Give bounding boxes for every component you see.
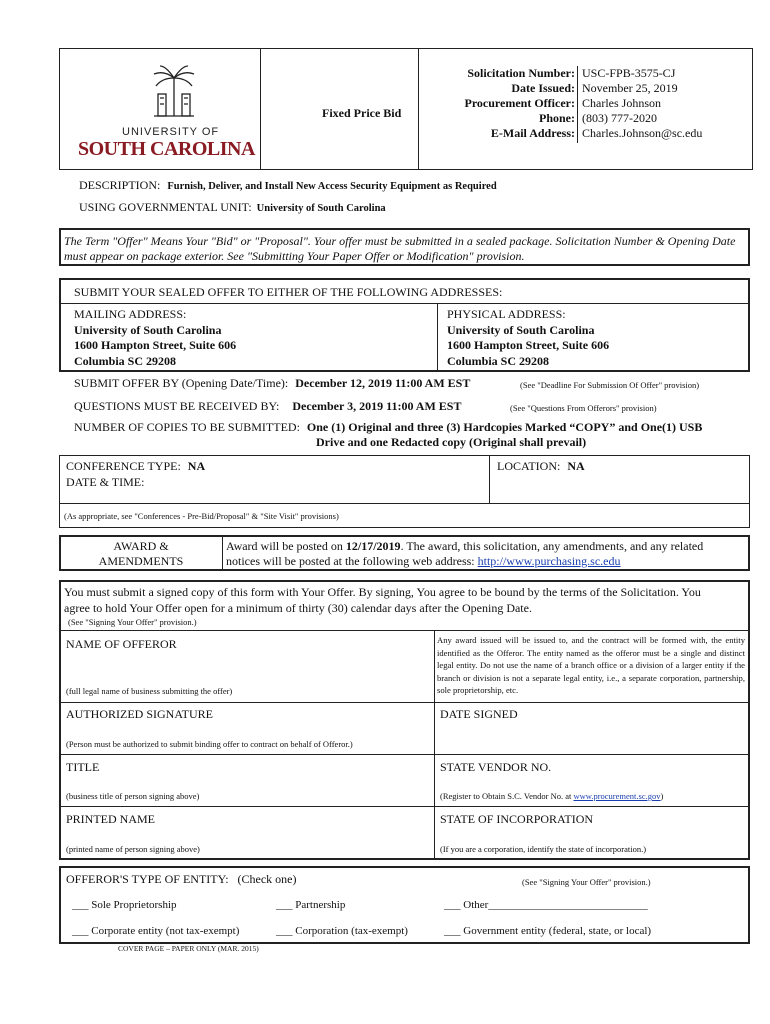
copies-value-line2: Drive and one Redacted copy (Original shall prevail) — [316, 435, 587, 449]
state-vendor-label: STATE VENDOR NO. — [440, 760, 552, 774]
conference-datetime-label: DATE & TIME: — [66, 475, 145, 489]
entity-explanation: Any award issued will be issued to, and the contract will be formed with, the entity identified as the Offeror. The entity named as the offeror must be a single and distinct legal entity. Do not use the name of a branch office or a division of a larger entity if the branch or division is not a separate legal entity, i.e., a separate corporation, partnership, sole proprietorship, etc. — [437, 635, 745, 695]
signing-line2: agree to hold Your Offer open for a minimum of thirty (30) calendar days after the Opening Date. — [64, 600, 532, 615]
submit-by-value: December 12, 2019 11:00 AM EST — [295, 376, 471, 390]
authorized-signature-field[interactable] — [62, 722, 430, 736]
submit-by-row — [74, 376, 470, 391]
palmetto-seal-icon — [144, 64, 204, 120]
mailing-address-line1: University of South Carolina — [74, 322, 222, 337]
physical-address — [447, 307, 609, 369]
email-label: E-Mail Address: — [490, 126, 575, 140]
mailing-address — [74, 307, 236, 369]
title-note: (business title of person signing above) — [66, 791, 200, 801]
copies-value-line1: One (1) Original and three (3) Hardcopies Marked “COPY” and One(1) USB — [306, 420, 703, 434]
copies-label: NUMBER OF COPIES TO BE SUBMITTED: — [74, 420, 300, 434]
offeror-name-note: (full legal name of business submitting the offer) — [66, 686, 233, 696]
conference-type-value: NA — [187, 459, 206, 473]
award-label-line1: AWARD & — [113, 539, 169, 553]
university-logo — [78, 64, 270, 159]
authorized-signature-label: AUTHORIZED SIGNATURE — [66, 707, 213, 721]
state-incorporation-note: (If you are a corporation, identify the state of incorporation.) — [440, 844, 647, 854]
questions-value: December 3, 2019 11:00 AM EST — [292, 399, 462, 413]
physical-address-label: PHYSICAL ADDRESS: — [447, 307, 566, 321]
entity-option-government-entity[interactable]: ___ Government entity (federal, state, or local) — [444, 925, 652, 937]
date-issued-value: November 25, 2019 — [582, 81, 678, 95]
conference-location — [497, 459, 585, 474]
unit-value: University of South Carolina — [256, 203, 386, 214]
award-text-pre: Award will be posted on — [226, 539, 346, 553]
offeror-name-field[interactable] — [62, 652, 430, 682]
mailing-address-label: MAILING ADDRESS: — [74, 307, 187, 321]
award-line2: notices will be posted at the following web address: — [226, 554, 478, 568]
procurement-officer-value: Charles Johnson — [582, 96, 661, 110]
solicitation-number-label: Solicitation Number: — [467, 66, 575, 80]
questions-label: QUESTIONS MUST BE RECEIVED BY: — [74, 399, 280, 413]
title-field[interactable] — [62, 775, 430, 789]
authorized-signature-note: (Person must be authorized to submit binding offer to contract on behalf of Offeror.) — [66, 739, 353, 749]
entity-option-corporation-tax-exempt[interactable]: ___ Corporation (tax-exempt) — [276, 925, 408, 937]
mailing-address-line3: Columbia SC 29208 — [74, 353, 177, 368]
signing-line1: You must submit a signed copy of this form with Your Offer. By signing, You agree to be bound by the terms of the Solicitation. You — [64, 585, 701, 599]
state-vendor-note — [440, 791, 663, 801]
footer-text: COVER PAGE – PAPER ONLY (MAR. 2015) — [118, 944, 259, 953]
signing-text — [64, 585, 701, 616]
location-label: LOCATION: — [497, 459, 561, 473]
date-signed-field[interactable] — [438, 722, 746, 750]
award-label — [62, 539, 220, 569]
university-name-line2: SOUTH CAROLINA — [78, 138, 255, 160]
award-date: 12/17/2019 — [345, 539, 401, 553]
date-signed-label: DATE SIGNED — [440, 707, 518, 721]
printed-name-note: (printed name of person signing above) — [66, 844, 200, 854]
signing-note: (See "Signing Your Offer" provision.) — [68, 617, 197, 627]
procurement-officer-label: Procurement Officer: — [464, 96, 575, 110]
entity-option-partnership[interactable]: ___ Partnership — [276, 899, 346, 911]
state-incorporation-label: STATE OF INCORPORATION — [440, 812, 594, 826]
physical-address-line1: University of South Carolina — [447, 322, 595, 337]
physical-address-line3: Columbia SC 29208 — [447, 353, 550, 368]
offer-note: The Term "Offer" Means Your "Bid" or "Proposal". Your offer must be submitted in a sealed package. Solicitation Number & Opening Date must appear on package exterior. See "Submitting Your Paper Offer or Modification" provision. — [64, 234, 736, 263]
submit-by-label: SUBMIT OFFER BY (Opening Date/Time): — [74, 376, 289, 390]
mailing-address-line2: 1600 Hampton Street, Suite 606 — [74, 338, 237, 352]
phone-label: Phone: — [539, 111, 575, 125]
award-text-post: . The award, this solicitation, any amendments, and any related — [400, 539, 704, 553]
vendor-note-post: ) — [660, 791, 664, 801]
purchasing-url-link[interactable]: http://www.purchasing.sc.edu — [477, 554, 621, 568]
copies-row — [74, 420, 702, 435]
submit-by-note: (See "Deadline For Submission Of Offer" provision) — [520, 380, 700, 390]
date-issued-label: Date Issued: — [511, 81, 575, 95]
entity-option-other[interactable]: ___ Other_____________________________ — [444, 899, 648, 911]
location-value: NA — [567, 459, 585, 473]
university-name-line1: UNIVERSITY OF — [122, 126, 220, 138]
title-label: TITLE — [66, 760, 100, 774]
entity-type-label: OFFEROR'S TYPE OF ENTITY: (Check one) — [66, 872, 297, 886]
governmental-unit-row — [79, 200, 386, 215]
header-divider-2 — [418, 48, 419, 170]
questions-note: (See "Questions From Offerors" provision) — [510, 403, 657, 413]
unit-label: USING GOVERNMENTAL UNIT: — [79, 200, 252, 214]
entity-type-note: (See "Signing Your Offer" provision.) — [522, 877, 651, 887]
conference-note: (As appropriate, see "Conferences - Pre-Bid/Proposal" & "Site Visit" provisions) — [64, 511, 339, 521]
description-value: Furnish, Deliver, and Install New Access Security Equipment as Required — [167, 181, 497, 192]
vendor-note-pre: (Register to Obtain S.C. Vendor No. at — [440, 791, 574, 801]
conference-type — [66, 459, 205, 474]
entity-option-corporate-entity[interactable]: ___ Corporate entity (not tax-exempt) — [72, 925, 240, 937]
conference-type-label: CONFERENCE TYPE: — [66, 459, 181, 473]
offeror-name-label: NAME OF OFFEROR — [66, 637, 177, 651]
addresses-heading: SUBMIT YOUR SEALED OFFER TO EITHER OF THE FOLLOWING ADDRESSES: — [74, 285, 503, 299]
procurement-url-link[interactable]: www.procurement.sc.gov — [573, 791, 661, 801]
award-text — [226, 539, 703, 569]
entity-option-sole-proprietorship[interactable]: ___ Sole Proprietorship — [72, 899, 177, 911]
phone-value: (803) 777-2020 — [582, 111, 657, 125]
solicitation-number-value: USC-FPB-3575-CJ — [582, 66, 676, 80]
bid-type: Fixed Price Bid — [322, 106, 402, 120]
physical-address-line2: 1600 Hampton Street, Suite 606 — [447, 338, 610, 352]
printed-name-field[interactable] — [62, 827, 430, 841]
email-value: Charles.Johnson@sc.edu — [582, 126, 703, 140]
printed-name-label: PRINTED NAME — [66, 812, 155, 826]
description-row — [79, 178, 497, 193]
questions-row — [74, 399, 461, 414]
description-label: DESCRIPTION: — [79, 178, 161, 192]
award-label-line2: AMENDMENTS — [98, 554, 184, 568]
